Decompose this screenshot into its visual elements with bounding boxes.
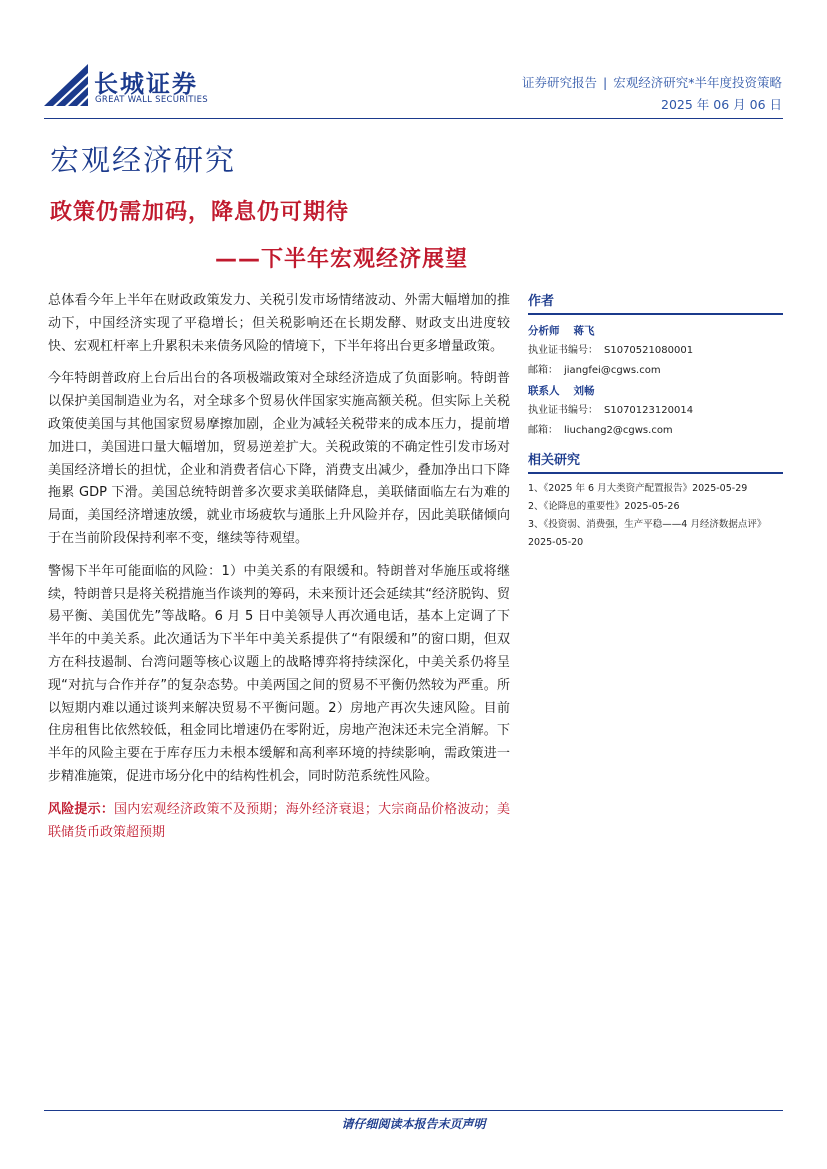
analyst-row: [528, 321, 783, 341]
analyst-email-row: [528, 361, 783, 381]
logo-english-name: GREAT WALL SECURITIES: [95, 95, 208, 105]
summary-paragraph: 警惕下半年可能面临的风险：1）中美关系的有限缓和。特朗普对华施压或将继续，特朗普只是将关税措施当作谈判的筹码，未来预计还会延续其“经济脱钩、贸易平衡、美国优先”等战略。6 月 5 日中美领导人再次通电话，基本上定调了下半年的中美关系。此次通话为下半年中美关系提供了“有限缓和”的窗口期，但双方在科技遏制、台湾问题等核心议题上的战略博弈将持续深化，中美关系仍将呈现“对抗与合作并存”的复杂态势。中美两国之间的贸易不平衡仍然较为严重。所以短期内难以通过谈判来解决贸易不平衡问题。2）房地产再次失速风险。目前住房租售比依然较低，租金同比增速仍在零附近，房地产泡沫还未完全消解。下半年的风险主要在于库存压力未根本缓解和高利率环境的持续影响，需政策进一步精准施策，促进市场分化中的结构性机会，同时防范系统性风险。: [48, 563, 510, 784]
cert-label: 执业证书编号：: [528, 405, 598, 416]
related-item[interactable]: 2、《论降息的重要性》2025-05-26: [528, 501, 680, 512]
email-label: 邮箱：: [528, 365, 558, 376]
related-research-heading: 相关研究: [528, 451, 783, 474]
report-meta: [522, 72, 782, 116]
contact-role: 联系人: [528, 385, 560, 397]
meta-separator: |: [603, 75, 608, 90]
analyst-cert-row: [528, 341, 783, 361]
email-label: 邮箱：: [528, 425, 558, 436]
analyst-cert-number: S1070521080001: [604, 345, 694, 356]
logo-chinese-name: 长城证券: [94, 70, 198, 98]
contact-email-row: [528, 421, 783, 441]
analyst-email[interactable]: jiangfei@cgws.com: [564, 365, 661, 376]
company-logo: [44, 64, 224, 106]
report-subtitle: ——下半年宏观经济展望: [215, 247, 469, 272]
related-item[interactable]: 3、《投资弱、消费强，生产平稳——4 月经济数据点评》: [528, 519, 767, 530]
footer-disclaimer: 请仔细阅读本报告末页声明: [341, 1117, 486, 1131]
cert-label: 执业证书编号：: [528, 345, 598, 356]
summary-body: [48, 290, 510, 844]
footer-divider: [44, 1110, 783, 1111]
contact-name: 刘畅: [573, 385, 595, 397]
report-title: 政策仍需加码，降息仍可期待: [50, 200, 350, 225]
section-title: 宏观经济研究: [50, 143, 237, 177]
contact-row: [528, 381, 783, 401]
report-type: 证券研究报告: [522, 75, 598, 90]
contact-cert-number: S1070123120014: [604, 405, 694, 416]
contact-email[interactable]: liuchang2@cgws.com: [564, 425, 673, 436]
report-category: 宏观经济研究*半年度投资策略: [613, 75, 782, 90]
report-date: 2025 年 06 月 06 日: [661, 97, 782, 112]
authors-heading: 作者: [528, 292, 783, 315]
contact-cert-row: [528, 401, 783, 421]
sidebar: [528, 292, 783, 552]
analyst-role: 分析师: [528, 325, 560, 337]
related-item[interactable]: 1、《2025 年 6 月大类资产配置报告》2025-05-29: [528, 483, 748, 494]
risk-warning: [48, 799, 510, 845]
risk-text: 国内宏观经济政策不及预期；海外经济衰退；大宗商品价格波动；美联储货币政策超预期: [48, 801, 510, 840]
related-item-date: 2025-05-20: [528, 537, 584, 548]
header-divider: [44, 118, 783, 119]
risk-label: 风险提示：: [48, 801, 115, 817]
logo-mark-icon: [44, 64, 88, 106]
spacer: [528, 441, 783, 451]
analyst-name: 蒋飞: [573, 325, 595, 337]
summary-paragraph: 今年特朗普政府上台后出台的各项极端政策对全球经济造成了负面影响。特朗普以保护美国制造业为名，对全球多个贸易伙伴国家实施高额关税。但实际上关税政策使美国与其他国家贸易摩擦加剧，企业为减轻关税带来的成本压力，提前增加进口，美国进口量大幅增加，贸易逆差扩大。关税政策的不确定性引发市场对美国经济增长的担忧，企业和消费者信心下降，消费支出减少，叠加净出口下降拖累 GDP 下滑。美国总统特朗普多次要求美联储降息，美联储面临左右为难的局面，美国经济增速放缓，就业市场疲软与通胀上升风险并存，因此美联储倾向于在当前阶段保持利率不变，继续等待观望。: [48, 371, 510, 546]
summary-paragraph: 总体看今年上半年在财政政策发力、关税引发市场情绪波动、外需大幅增加的推动下，中国经济实现了平稳增长；但关税影响还在长期发酵、财政支出进度较快、宏观杠杆率上升累积未来债务风险的情境下，下半年将出台更多增量政策。: [48, 293, 510, 354]
related-research-list: [528, 480, 783, 552]
report-classification: [522, 72, 782, 94]
